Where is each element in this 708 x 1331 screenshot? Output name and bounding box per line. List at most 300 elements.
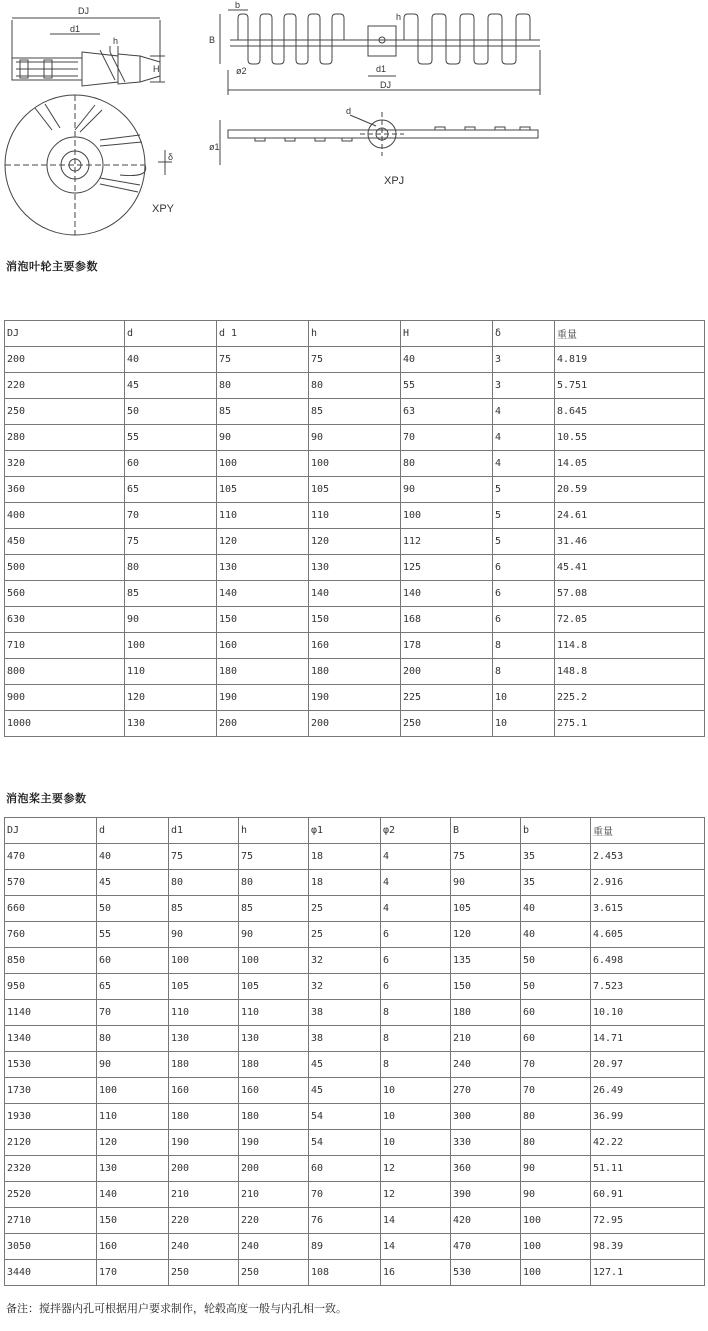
table-cell: 240 — [239, 1234, 309, 1260]
table-cell: 75 — [451, 844, 521, 870]
table-cell: 105 — [451, 896, 521, 922]
table-cell: 8 — [381, 1026, 451, 1052]
table-row — [5, 948, 705, 974]
table-cell: 950 — [5, 974, 97, 1000]
table-cell: 180 — [169, 1052, 239, 1078]
table-cell: 35 — [521, 870, 591, 896]
table-cell: 120 — [97, 1130, 169, 1156]
table-row — [5, 685, 705, 711]
table-cell: 54 — [309, 1104, 381, 1130]
table-row — [5, 373, 705, 399]
table-cell: 14 — [381, 1208, 451, 1234]
table-row — [5, 1000, 705, 1026]
table-cell: 150 — [309, 607, 401, 633]
table-cell: 18 — [309, 844, 381, 870]
table-cell: 330 — [451, 1130, 521, 1156]
table-row — [5, 477, 705, 503]
table-cell: 90 — [169, 922, 239, 948]
table-cell: 10.10 — [591, 1000, 705, 1026]
column-header: δ — [493, 321, 555, 347]
column-header: 重量 — [555, 321, 705, 347]
table-cell: 75 — [217, 347, 309, 373]
table-cell: 110 — [217, 503, 309, 529]
table-cell: 125 — [401, 555, 493, 581]
table-cell: 70 — [401, 425, 493, 451]
table-cell: 105 — [217, 477, 309, 503]
table-cell: 8 — [381, 1052, 451, 1078]
table-cell: 240 — [169, 1234, 239, 1260]
table-cell: 450 — [5, 529, 125, 555]
table-cell: 160 — [309, 633, 401, 659]
table-cell: 3 — [493, 347, 555, 373]
table-cell: 127.1 — [591, 1260, 705, 1286]
table-cell: 10 — [493, 685, 555, 711]
table-cell: 170 — [97, 1260, 169, 1286]
table-cell: 100 — [217, 451, 309, 477]
table-cell: 3 — [493, 373, 555, 399]
table-cell: 31.46 — [555, 529, 705, 555]
table-cell: 14.71 — [591, 1026, 705, 1052]
table-cell: 90 — [401, 477, 493, 503]
table-cell: 180 — [169, 1104, 239, 1130]
table-cell: 36.99 — [591, 1104, 705, 1130]
table-cell: 85 — [169, 896, 239, 922]
table-cell: 100 — [97, 1078, 169, 1104]
table-cell: 135 — [451, 948, 521, 974]
table-row — [5, 1234, 705, 1260]
label-delta-xpy: δ — [168, 152, 174, 162]
table-cell: 40 — [125, 347, 217, 373]
table-cell: 55 — [125, 425, 217, 451]
column-header: d — [97, 818, 169, 844]
table-cell: 35 — [521, 844, 591, 870]
table-cell: 12 — [381, 1156, 451, 1182]
table-row — [5, 870, 705, 896]
table-cell: 570 — [5, 870, 97, 896]
impeller-table-title: 消泡叶轮主要参数 — [6, 260, 98, 273]
table-cell: 100 — [309, 451, 401, 477]
technical-drawing — [0, 0, 708, 240]
table-cell: 1730 — [5, 1078, 97, 1104]
table-row — [5, 399, 705, 425]
table-cell: 400 — [5, 503, 125, 529]
table-row — [5, 555, 705, 581]
table-cell: 10 — [493, 711, 555, 737]
table-cell: 1930 — [5, 1104, 97, 1130]
table-cell: 80 — [521, 1130, 591, 1156]
table-cell: 390 — [451, 1182, 521, 1208]
table-cell: 14 — [381, 1234, 451, 1260]
table-cell: 10.55 — [555, 425, 705, 451]
table-cell: 160 — [97, 1234, 169, 1260]
table-cell: 90 — [239, 922, 309, 948]
table-row — [5, 1026, 705, 1052]
table-cell: 65 — [97, 974, 169, 1000]
column-header: h — [309, 321, 401, 347]
table-cell: 120 — [309, 529, 401, 555]
table-cell: 110 — [309, 503, 401, 529]
label-dj-xpy: DJ — [78, 6, 89, 16]
table-cell: 90 — [217, 425, 309, 451]
table-cell: 60 — [309, 1156, 381, 1182]
table-cell: 270 — [451, 1078, 521, 1104]
table-row — [5, 451, 705, 477]
table-cell: 75 — [125, 529, 217, 555]
table-cell: 110 — [125, 659, 217, 685]
table-cell: 420 — [451, 1208, 521, 1234]
table-cell: 50 — [125, 399, 217, 425]
table-cell: 12 — [381, 1182, 451, 1208]
table-cell: 140 — [309, 581, 401, 607]
table-cell: 6 — [493, 555, 555, 581]
table-cell: 530 — [451, 1260, 521, 1286]
table-cell: 4 — [381, 844, 451, 870]
table-cell: 130 — [239, 1026, 309, 1052]
table-cell: 2.916 — [591, 870, 705, 896]
table-cell: 60 — [125, 451, 217, 477]
table-cell: 45 — [309, 1052, 381, 1078]
table-cell: 2520 — [5, 1182, 97, 1208]
column-header: B — [451, 818, 521, 844]
table-cell: 80 — [217, 373, 309, 399]
table-row — [5, 896, 705, 922]
table-cell: 4 — [493, 451, 555, 477]
table-cell: 72.05 — [555, 607, 705, 633]
table-header-row — [5, 321, 705, 347]
table-cell: 8.645 — [555, 399, 705, 425]
table-cell: 6.498 — [591, 948, 705, 974]
table-cell: 6 — [381, 948, 451, 974]
table-cell: 2.453 — [591, 844, 705, 870]
table-cell: 148.8 — [555, 659, 705, 685]
table-cell: 140 — [97, 1182, 169, 1208]
label-phi2-xpj: ø2 — [236, 66, 247, 76]
table-cell: 275.1 — [555, 711, 705, 737]
table-cell: 200 — [239, 1156, 309, 1182]
table-cell: 225 — [401, 685, 493, 711]
table-cell: 80 — [169, 870, 239, 896]
table-cell: 10 — [381, 1104, 451, 1130]
table-cell: 65 — [125, 477, 217, 503]
table-cell: 89 — [309, 1234, 381, 1260]
table-cell: 120 — [125, 685, 217, 711]
table-cell: 32 — [309, 974, 381, 1000]
table-cell: 100 — [521, 1234, 591, 1260]
table-cell: 100 — [521, 1208, 591, 1234]
table-cell: 3.615 — [591, 896, 705, 922]
table-row — [5, 1078, 705, 1104]
table-cell: 50 — [521, 948, 591, 974]
table-cell: 320 — [5, 451, 125, 477]
table-cell: 710 — [5, 633, 125, 659]
table-row — [5, 1052, 705, 1078]
table-cell: 190 — [217, 685, 309, 711]
table-cell: 14.05 — [555, 451, 705, 477]
table-cell: 6 — [493, 581, 555, 607]
table-cell: 45 — [97, 870, 169, 896]
table-cell: 180 — [217, 659, 309, 685]
table-cell: 4 — [381, 896, 451, 922]
table-row — [5, 1208, 705, 1234]
column-header: DJ — [5, 321, 125, 347]
table-cell: 60.91 — [591, 1182, 705, 1208]
table-cell: 160 — [169, 1078, 239, 1104]
table-cell: 70 — [521, 1052, 591, 1078]
table-cell: 50 — [97, 896, 169, 922]
table-cell: 60 — [97, 948, 169, 974]
table-cell: 8 — [493, 633, 555, 659]
label-xpy: XPY — [152, 203, 175, 215]
table-cell: 50 — [521, 974, 591, 1000]
table-row — [5, 974, 705, 1000]
table-cell: 2710 — [5, 1208, 97, 1234]
table-cell: 90 — [521, 1182, 591, 1208]
table-cell: 76 — [309, 1208, 381, 1234]
table-cell: 72.95 — [591, 1208, 705, 1234]
table-cell: 80 — [309, 373, 401, 399]
table-cell: 80 — [401, 451, 493, 477]
table-cell: 20.97 — [591, 1052, 705, 1078]
table-cell: 200 — [5, 347, 125, 373]
label-b-xpj: b — [235, 0, 241, 10]
table-cell: 70 — [309, 1182, 381, 1208]
table-row — [5, 844, 705, 870]
table-cell: 60 — [521, 1026, 591, 1052]
table-cell: 70 — [97, 1000, 169, 1026]
table-cell: 32 — [309, 948, 381, 974]
table-cell: 250 — [169, 1260, 239, 1286]
label-H-xpy: H — [153, 64, 160, 74]
table-cell: 240 — [451, 1052, 521, 1078]
table-cell: 2320 — [5, 1156, 97, 1182]
table-cell: 280 — [5, 425, 125, 451]
label-B-xpj: B — [209, 35, 216, 45]
table-cell: 80 — [521, 1104, 591, 1130]
paddle-table-title: 消泡桨主要参数 — [6, 792, 87, 805]
table-cell: 190 — [239, 1130, 309, 1156]
table-cell: 2120 — [5, 1130, 97, 1156]
table-cell: 54 — [309, 1130, 381, 1156]
table-cell: 560 — [5, 581, 125, 607]
table-cell: 55 — [401, 373, 493, 399]
table-cell: 55 — [97, 922, 169, 948]
table-cell: 250 — [239, 1260, 309, 1286]
table-cell: 4 — [493, 399, 555, 425]
table-cell: 850 — [5, 948, 97, 974]
table-cell: 100 — [239, 948, 309, 974]
table-row — [5, 922, 705, 948]
table-cell: 90 — [521, 1156, 591, 1182]
paddle-params-table — [4, 817, 705, 1286]
table-cell: 7.523 — [591, 974, 705, 1000]
table-cell: 40 — [401, 347, 493, 373]
table-cell: 70 — [521, 1078, 591, 1104]
table-cell: 38 — [309, 1000, 381, 1026]
table-cell: 300 — [451, 1104, 521, 1130]
table-cell: 75 — [239, 844, 309, 870]
table-row — [5, 1130, 705, 1156]
table-cell: 100 — [401, 503, 493, 529]
table-cell: 100 — [169, 948, 239, 974]
table-cell: 225.2 — [555, 685, 705, 711]
table-cell: 220 — [169, 1208, 239, 1234]
table-cell: 108 — [309, 1260, 381, 1286]
impeller-params-table — [4, 320, 705, 737]
table-cell: 250 — [5, 399, 125, 425]
table-cell: 26.49 — [591, 1078, 705, 1104]
table-cell: 85 — [125, 581, 217, 607]
table-cell: 360 — [451, 1156, 521, 1182]
table-cell: 140 — [217, 581, 309, 607]
table-cell: 1140 — [5, 1000, 97, 1026]
table-cell: 85 — [217, 399, 309, 425]
table-cell: 63 — [401, 399, 493, 425]
table-cell: 100 — [521, 1260, 591, 1286]
table-cell: 190 — [169, 1130, 239, 1156]
table-row — [5, 1260, 705, 1286]
table-cell: 85 — [239, 896, 309, 922]
table-cell: 5 — [493, 477, 555, 503]
table-cell: 85 — [309, 399, 401, 425]
table-row — [5, 1104, 705, 1130]
column-header: 重量 — [591, 818, 705, 844]
label-phi1-xpj: ø1 — [209, 142, 220, 152]
table-cell: 180 — [309, 659, 401, 685]
table-cell: 470 — [451, 1234, 521, 1260]
impeller-front-view — [5, 95, 172, 235]
table-cell: 10 — [381, 1130, 451, 1156]
table-cell: 51.11 — [591, 1156, 705, 1182]
column-header: φ2 — [381, 818, 451, 844]
table-cell: 90 — [125, 607, 217, 633]
table-cell: 90 — [97, 1052, 169, 1078]
table-row — [5, 581, 705, 607]
table-cell: 200 — [217, 711, 309, 737]
table-cell: 1340 — [5, 1026, 97, 1052]
label-d-xpj: d — [346, 106, 352, 116]
table-cell: 220 — [5, 373, 125, 399]
column-header: H — [401, 321, 493, 347]
table-cell: 210 — [239, 1182, 309, 1208]
table-cell: 25 — [309, 896, 381, 922]
table-row — [5, 1182, 705, 1208]
table-cell: 5 — [493, 503, 555, 529]
impeller-side-view — [12, 18, 165, 86]
table-row — [5, 529, 705, 555]
table-row — [5, 633, 705, 659]
table-cell: 110 — [239, 1000, 309, 1026]
table-cell: 178 — [401, 633, 493, 659]
table-cell: 8 — [493, 659, 555, 685]
table-cell: 6 — [381, 922, 451, 948]
table-cell: 150 — [451, 974, 521, 1000]
table-cell: 110 — [169, 1000, 239, 1026]
column-header: b — [521, 818, 591, 844]
table-cell: 10 — [381, 1078, 451, 1104]
table-cell: 760 — [5, 922, 97, 948]
table-cell: 180 — [239, 1052, 309, 1078]
table-cell: 160 — [239, 1078, 309, 1104]
table-header-row — [5, 818, 705, 844]
column-header: φ1 — [309, 818, 381, 844]
paddle-side-view — [220, 112, 538, 165]
table-cell: 630 — [5, 607, 125, 633]
table-cell: 45 — [309, 1078, 381, 1104]
table-row — [5, 659, 705, 685]
table-cell: 57.08 — [555, 581, 705, 607]
table-cell: 100 — [125, 633, 217, 659]
table-cell: 114.8 — [555, 633, 705, 659]
table-cell: 150 — [217, 607, 309, 633]
table-cell: 6 — [381, 974, 451, 1000]
table-cell: 220 — [239, 1208, 309, 1234]
table-cell: 45.41 — [555, 555, 705, 581]
table-cell: 24.61 — [555, 503, 705, 529]
table-cell: 3050 — [5, 1234, 97, 1260]
table-cell: 80 — [125, 555, 217, 581]
table-cell: 40 — [97, 844, 169, 870]
table-cell: 200 — [401, 659, 493, 685]
table-cell: 168 — [401, 607, 493, 633]
table-cell: 4.605 — [591, 922, 705, 948]
table-row — [5, 425, 705, 451]
table-cell: 70 — [125, 503, 217, 529]
table-cell: 45 — [125, 373, 217, 399]
table-cell: 160 — [217, 633, 309, 659]
table-cell: 200 — [309, 711, 401, 737]
table-cell: 4 — [381, 870, 451, 896]
table-cell: 5.751 — [555, 373, 705, 399]
table-cell: 1000 — [5, 711, 125, 737]
table-cell: 140 — [401, 581, 493, 607]
table-cell: 110 — [97, 1104, 169, 1130]
table-cell: 18 — [309, 870, 381, 896]
table-cell: 470 — [5, 844, 97, 870]
column-header: h — [239, 818, 309, 844]
table-cell: 120 — [217, 529, 309, 555]
table-cell: 130 — [217, 555, 309, 581]
table-cell: 360 — [5, 477, 125, 503]
table-cell: 5 — [493, 529, 555, 555]
table-cell: 42.22 — [591, 1130, 705, 1156]
table-cell: 20.59 — [555, 477, 705, 503]
table-cell: 112 — [401, 529, 493, 555]
table-cell: 180 — [451, 1000, 521, 1026]
table-cell: 3440 — [5, 1260, 97, 1286]
table-cell: 130 — [169, 1026, 239, 1052]
table-cell: 105 — [239, 974, 309, 1000]
table-cell: 25 — [309, 922, 381, 948]
table-cell: 120 — [451, 922, 521, 948]
table-cell: 4.819 — [555, 347, 705, 373]
table-cell: 105 — [309, 477, 401, 503]
table-cell: 75 — [169, 844, 239, 870]
table-cell: 200 — [169, 1156, 239, 1182]
table-cell: 130 — [309, 555, 401, 581]
label-xpj: XPJ — [384, 175, 405, 187]
footnote: 备注：搅拌器内孔可根据用户要求制作，轮毂高度一般与内孔相一致。 — [6, 1302, 347, 1315]
table-cell: 180 — [239, 1104, 309, 1130]
label-dj-xpj: DJ — [380, 80, 391, 90]
table-cell: 130 — [125, 711, 217, 737]
table-cell: 1530 — [5, 1052, 97, 1078]
table-cell: 105 — [169, 974, 239, 1000]
table-cell: 800 — [5, 659, 125, 685]
table-row — [5, 503, 705, 529]
table-row — [5, 711, 705, 737]
table-cell: 16 — [381, 1260, 451, 1286]
table-cell: 210 — [451, 1026, 521, 1052]
